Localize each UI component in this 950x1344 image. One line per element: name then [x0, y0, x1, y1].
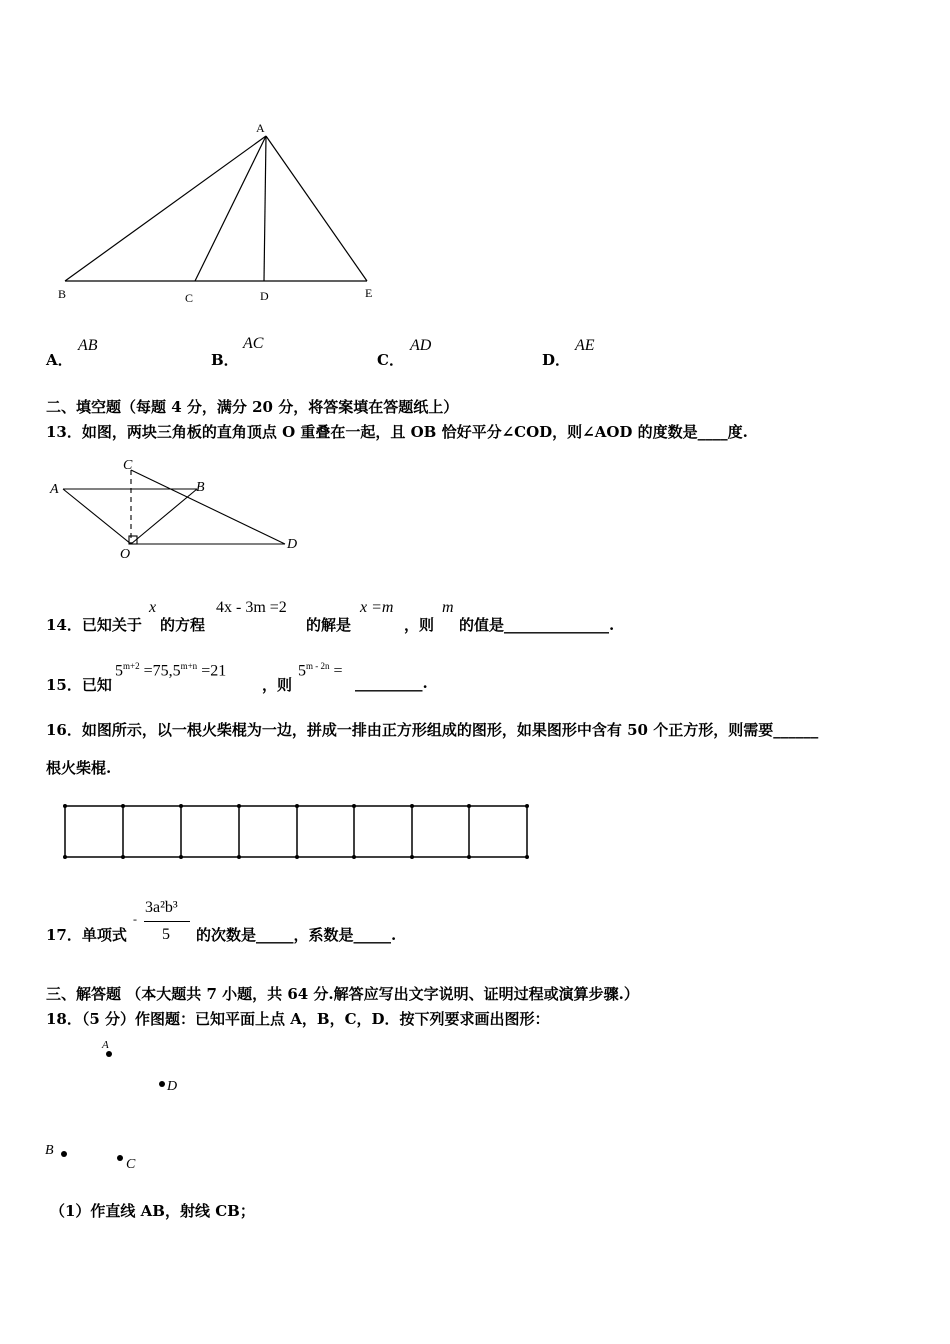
label-a: A	[102, 1039, 109, 1051]
q18-points-figure	[40, 1035, 200, 1175]
option-b-value: AC	[243, 335, 264, 352]
label-d: D	[287, 537, 298, 552]
point-c	[117, 1155, 123, 1161]
q14-part4: ，则	[404, 616, 435, 634]
q17-numerator: 3a²b³	[145, 899, 178, 916]
q15-part3: _________.	[355, 674, 428, 692]
q14-part2: 的方程	[160, 616, 206, 634]
point-d	[159, 1081, 165, 1087]
segment-ab	[65, 136, 266, 281]
fraction-bar	[144, 921, 190, 922]
section-3-title: 三、解答题 （本大题共 7 小题，共 64 分.解答应写出文字说明、证明过程或演算步骤.）	[46, 985, 639, 1003]
segment-ac	[195, 136, 266, 281]
label-b: B	[45, 1143, 54, 1158]
q17-part1: 17．单项式	[46, 926, 127, 944]
q15-expr1: $5^{m+2} =75,5^{m+n} =21$	[115, 661, 227, 680]
section-2-title: 二、填空题（每题 4 分，满分 20 分，将答案填在答题纸上）	[46, 398, 459, 416]
q15-expr2: $5^{m - 2n}$ =	[298, 661, 343, 680]
q14-part3: 的解是	[306, 616, 352, 634]
triangle-figure	[40, 110, 400, 310]
point-b	[61, 1151, 67, 1157]
segment-ae	[266, 136, 367, 281]
label-c: C	[126, 1157, 136, 1172]
option-d-letter[interactable]: D．	[542, 351, 571, 369]
label-b: B	[58, 287, 67, 301]
label-e: E	[365, 286, 373, 300]
q16-line2: 根火柴棍.	[46, 759, 112, 777]
segment-ad	[264, 136, 266, 281]
q14-solution: x =m	[360, 599, 394, 616]
q13-figure	[45, 455, 315, 565]
option-c-letter[interactable]: C．	[377, 351, 404, 369]
label-a: A	[50, 482, 59, 497]
label-b: B	[196, 480, 205, 495]
option-c-value: AD	[410, 337, 432, 354]
q17-denominator: 5	[162, 926, 170, 943]
point-a	[106, 1051, 112, 1057]
q14-part1: 14．已知关于	[46, 616, 142, 634]
q14-part5: 的值是______________.	[459, 616, 615, 634]
label-a: A	[256, 121, 265, 135]
q18-sub1: （1）作直线 AB，射线 CB；	[50, 1202, 255, 1220]
matchstick-squares-figure	[60, 801, 534, 863]
option-a-letter[interactable]: A．	[46, 351, 73, 369]
label-d: D	[167, 1079, 178, 1094]
label-c: C	[123, 458, 133, 473]
option-b-letter[interactable]: B．	[211, 351, 239, 369]
q15-part1: 15．已知	[46, 676, 112, 694]
q17-minus: -	[133, 912, 137, 926]
option-d-value: AE	[575, 337, 595, 354]
q15-part2: ，则	[262, 676, 293, 694]
label-d: D	[260, 289, 269, 303]
q13-text: 13．如图，两块三角板的直角顶点 O 重叠在一起，且 OB 恰好平分∠COD，则∠AOD 的度数是____度.	[46, 423, 748, 441]
q17-part2: 的次数是_____，系数是_____.	[196, 926, 397, 944]
q16-line1: 16．如图所示，以一根火柴棍为一边，拼成一排由正方形组成的图形，如果图形中含有 50 个正方形，则需要______	[46, 721, 819, 739]
q14-var-m: m	[442, 599, 454, 616]
label-c: C	[185, 291, 194, 305]
q18-text: 18．（5 分）作图题：已知平面上点 A，B，C，D．按下列要求画出图形：	[46, 1010, 550, 1028]
label-o: O	[120, 547, 131, 562]
q14-equation: 4x - 3m =2	[216, 599, 287, 616]
option-a-value: AB	[78, 337, 98, 354]
q14-var-x: x	[149, 599, 157, 616]
